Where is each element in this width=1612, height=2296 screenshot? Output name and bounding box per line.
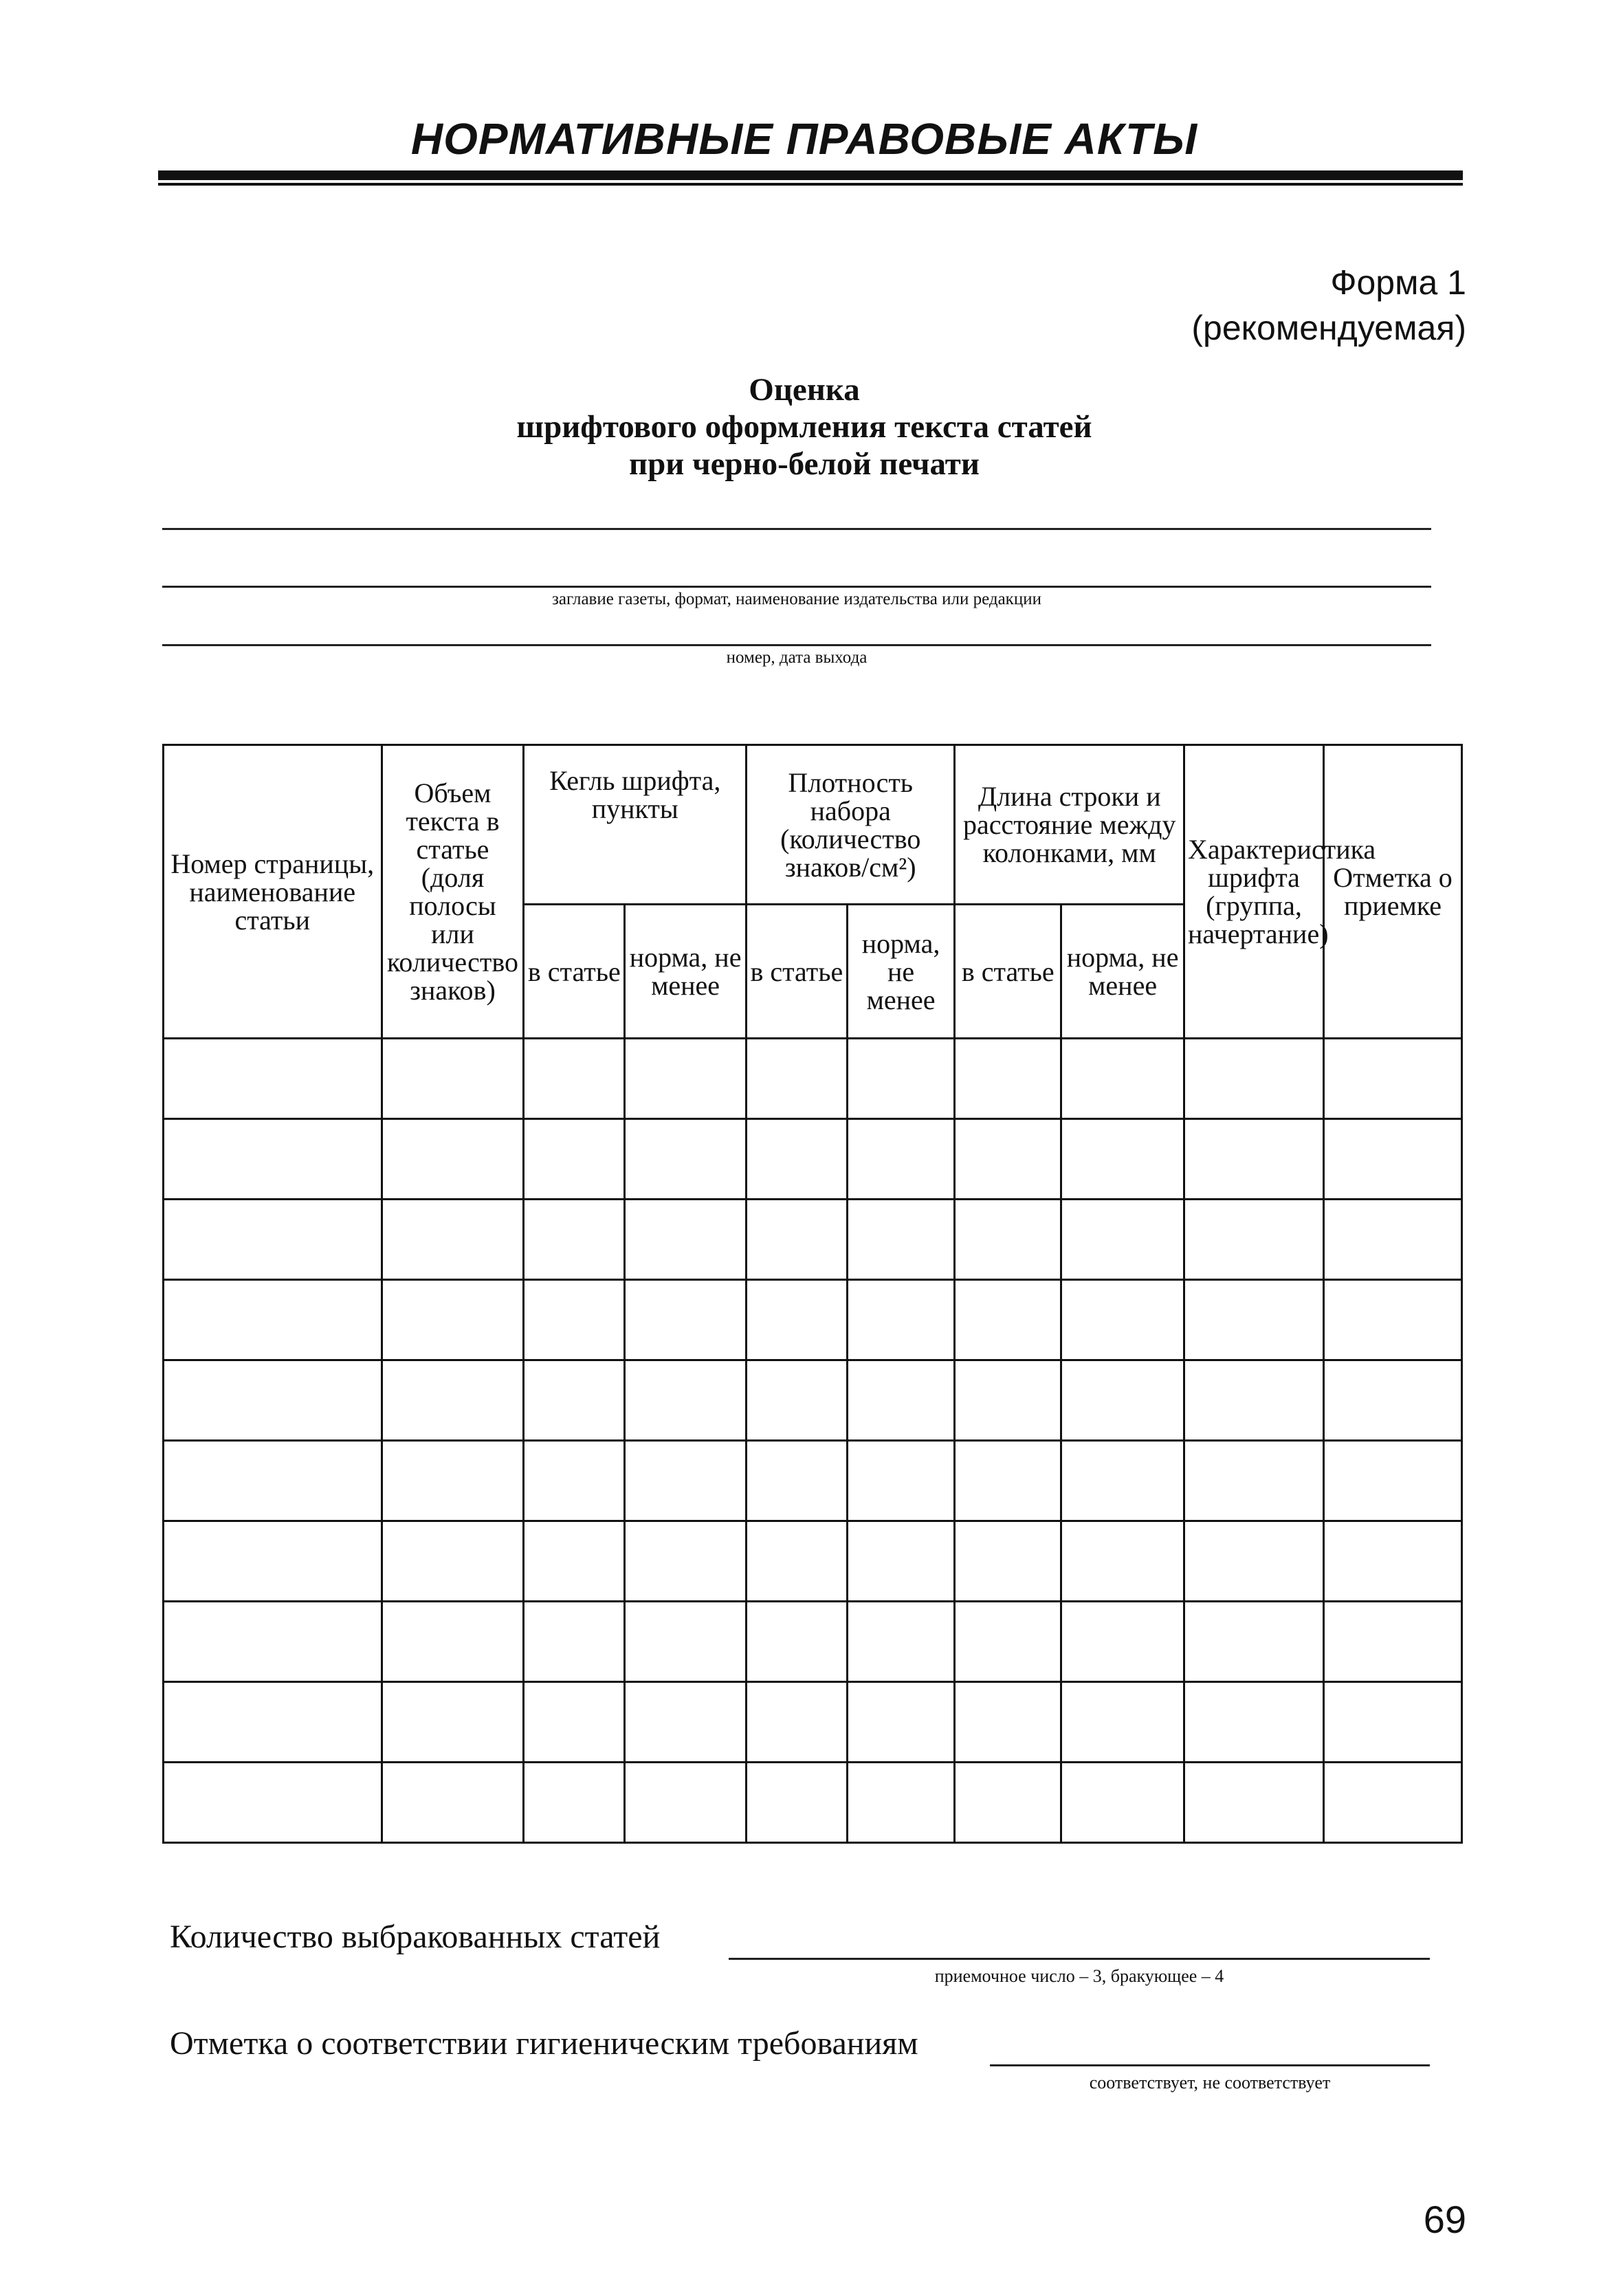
table-cell[interactable] — [1323, 1360, 1461, 1441]
table-cell[interactable] — [625, 1280, 747, 1360]
table-cell[interactable] — [1184, 1682, 1324, 1763]
compliance-caption: соответствует, не соответствует — [1089, 2073, 1331, 2093]
table-cell[interactable] — [1061, 1360, 1184, 1441]
table-cell[interactable] — [955, 1280, 1061, 1360]
table-row — [164, 1682, 1462, 1763]
header-text-volume: Объем текста в статье (доля полосы или количество знаков) — [382, 745, 524, 1039]
page-number: 69 — [1423, 2198, 1466, 2241]
table-cell[interactable] — [955, 1441, 1061, 1521]
table-cell[interactable] — [1061, 1682, 1184, 1763]
header-rule-thin — [158, 183, 1463, 186]
table-row — [164, 1441, 1462, 1521]
table-cell[interactable] — [164, 1441, 382, 1521]
table-cell[interactable] — [847, 1521, 955, 1602]
subheader-size-in-article: в статье — [524, 905, 625, 1039]
table-cell[interactable] — [1061, 1441, 1184, 1521]
header-font-size: Кегль шрифта, пункты — [524, 745, 747, 905]
header-density: Плотность набора (количество знаков/см²) — [747, 745, 955, 905]
table-cell[interactable] — [747, 1521, 848, 1602]
table-cell[interactable] — [1061, 1602, 1184, 1682]
table-cell[interactable] — [164, 1039, 382, 1119]
subheader-length-norm: норма, не менее — [1061, 905, 1184, 1039]
table-cell[interactable] — [524, 1602, 625, 1682]
table-cell[interactable] — [625, 1521, 747, 1602]
table-cell[interactable] — [382, 1602, 524, 1682]
table-row — [164, 1360, 1462, 1441]
table-cell[interactable] — [382, 1119, 524, 1200]
table-cell[interactable] — [1323, 1280, 1461, 1360]
table-row — [164, 1763, 1462, 1843]
table-cell[interactable] — [955, 1763, 1061, 1843]
table-cell[interactable] — [382, 1682, 524, 1763]
table-cell[interactable] — [524, 1360, 625, 1441]
table-cell[interactable] — [164, 1200, 382, 1280]
rejected-count-line[interactable] — [729, 1958, 1430, 1960]
rejected-count-caption: приемочное число – 3, бракующее – 4 — [934, 1966, 1224, 1986]
table-row — [164, 1602, 1462, 1682]
form-label-block — [1191, 260, 1466, 351]
table-cell[interactable] — [625, 1441, 747, 1521]
table-cell[interactable] — [955, 1682, 1061, 1763]
table-cell[interactable] — [747, 1441, 848, 1521]
table-cell[interactable] — [747, 1119, 848, 1200]
compliance-line[interactable] — [990, 2064, 1430, 2066]
table-cell[interactable] — [1184, 1280, 1324, 1360]
compliance-label: Отметка о соответствии гигиеническим требованиям — [170, 2025, 918, 2062]
table-cell[interactable] — [524, 1200, 625, 1280]
table-cell[interactable] — [382, 1441, 524, 1521]
table-cell[interactable] — [955, 1119, 1061, 1200]
assessment-table — [162, 744, 1463, 1844]
table-cell[interactable] — [847, 1119, 955, 1200]
caption-publication: заглавие газеты, формат, наименование издательства или редакции — [552, 590, 1041, 608]
table-cell[interactable] — [1061, 1039, 1184, 1119]
table-cell[interactable] — [747, 1039, 848, 1119]
table-cell[interactable] — [382, 1763, 524, 1843]
table-cell[interactable] — [1061, 1280, 1184, 1360]
caption-issue: номер, дата выхода — [726, 648, 868, 667]
table-cell[interactable] — [847, 1200, 955, 1280]
table-cell[interactable] — [625, 1763, 747, 1843]
section-header: НОРМАТИВНЫЕ ПРАВОВЫЕ АКТЫ — [410, 114, 1198, 164]
table-cell[interactable] — [164, 1360, 382, 1441]
table-cell[interactable] — [747, 1763, 848, 1843]
table-cell[interactable] — [847, 1280, 955, 1360]
table-cell[interactable] — [1184, 1360, 1324, 1441]
table-cell[interactable] — [1323, 1200, 1461, 1280]
table-cell[interactable] — [382, 1280, 524, 1360]
table-cell[interactable] — [955, 1521, 1061, 1602]
table-cell[interactable] — [1323, 1039, 1461, 1119]
table-cell[interactable] — [524, 1039, 625, 1119]
table-cell[interactable] — [1184, 1200, 1324, 1280]
table-cell[interactable] — [625, 1602, 747, 1682]
table-cell[interactable] — [1184, 1039, 1324, 1119]
subheader-density-norm: норма, не менее — [847, 905, 955, 1039]
table-cell[interactable] — [747, 1200, 848, 1280]
table-cell[interactable] — [524, 1280, 625, 1360]
table-cell[interactable] — [524, 1763, 625, 1843]
table-cell[interactable] — [1323, 1763, 1461, 1843]
table-cell[interactable] — [625, 1039, 747, 1119]
table-cell[interactable] — [164, 1521, 382, 1602]
table-cell[interactable] — [625, 1200, 747, 1280]
subheader-size-norm: норма, не менее — [625, 905, 747, 1039]
fill-line-issue — [162, 644, 1431, 646]
title-line-3: при черно-белой печати — [629, 446, 980, 482]
table-cell[interactable] — [524, 1682, 625, 1763]
table-cell[interactable] — [164, 1763, 382, 1843]
table-cell[interactable] — [164, 1602, 382, 1682]
header-rule-thick — [158, 170, 1463, 180]
header-acceptance-mark: Отметка о приемке — [1323, 745, 1461, 1039]
table-cell[interactable] — [1061, 1119, 1184, 1200]
table-cell[interactable] — [1184, 1521, 1324, 1602]
table-cell[interactable] — [847, 1763, 955, 1843]
table-cell[interactable] — [382, 1521, 524, 1602]
table-cell[interactable] — [1323, 1602, 1461, 1682]
title-line-1: Оценка — [749, 372, 860, 408]
table-cell[interactable] — [1323, 1119, 1461, 1200]
table-cell[interactable] — [1184, 1763, 1324, 1843]
table-row — [164, 1119, 1462, 1200]
table-cell[interactable] — [847, 1039, 955, 1119]
table-cell[interactable] — [382, 1039, 524, 1119]
table-cell[interactable] — [1323, 1521, 1461, 1602]
rejected-count-label: Количество выбракованных статей — [170, 1919, 661, 1955]
fill-line-publication-1 — [162, 528, 1431, 530]
header-line-length: Длина строки и расстояние между колонками, мм — [955, 745, 1184, 905]
table-cell[interactable] — [847, 1360, 955, 1441]
table-cell[interactable] — [164, 1119, 382, 1200]
table-cell[interactable] — [847, 1441, 955, 1521]
table-cell[interactable] — [524, 1441, 625, 1521]
title-line-2: шрифтового оформления текста статей — [516, 409, 1092, 445]
table-cell[interactable] — [1061, 1763, 1184, 1843]
table-row — [164, 1039, 1462, 1119]
fill-line-publication-2 — [162, 586, 1431, 588]
table-row — [164, 1521, 1462, 1602]
table-cell[interactable] — [164, 1682, 382, 1763]
table-cell[interactable] — [955, 1039, 1061, 1119]
table-cell[interactable] — [524, 1119, 625, 1200]
table-row — [164, 1280, 1462, 1360]
table-header-row-1 — [164, 745, 1462, 905]
subheader-density-in-article: в статье — [747, 905, 848, 1039]
table-cell[interactable] — [747, 1682, 848, 1763]
table-cell[interactable] — [382, 1200, 524, 1280]
form-number: Форма 1 — [1330, 263, 1466, 302]
header-page-title: Номер страницы, наименование статьи — [164, 745, 382, 1039]
table-cell[interactable] — [747, 1360, 848, 1441]
table-cell[interactable] — [625, 1682, 747, 1763]
table-cell[interactable] — [164, 1280, 382, 1360]
table-cell[interactable] — [1184, 1441, 1324, 1521]
table-cell[interactable] — [747, 1602, 848, 1682]
table-cell[interactable] — [847, 1682, 955, 1763]
table-cell[interactable] — [382, 1360, 524, 1441]
table-cell[interactable] — [1323, 1682, 1461, 1763]
table-cell[interactable] — [1323, 1441, 1461, 1521]
table-cell[interactable] — [955, 1360, 1061, 1441]
document-title — [364, 371, 1244, 483]
header-font-characteristic: Характеристика шрифта (группа, начертание) — [1184, 745, 1324, 1039]
table-cell[interactable] — [524, 1521, 625, 1602]
table-cell[interactable] — [625, 1360, 747, 1441]
table-cell[interactable] — [1184, 1602, 1324, 1682]
table-cell[interactable] — [747, 1280, 848, 1360]
table-cell[interactable] — [1061, 1521, 1184, 1602]
table-cell[interactable] — [955, 1602, 1061, 1682]
form-status: (рекомендуемая) — [1191, 309, 1466, 347]
table-cell[interactable] — [955, 1200, 1061, 1280]
table-cell[interactable] — [1184, 1119, 1324, 1200]
subheader-length-in-article: в статье — [955, 905, 1061, 1039]
table-cell[interactable] — [625, 1119, 747, 1200]
table-cell[interactable] — [1061, 1200, 1184, 1280]
table-cell[interactable] — [847, 1602, 955, 1682]
table-row — [164, 1200, 1462, 1280]
